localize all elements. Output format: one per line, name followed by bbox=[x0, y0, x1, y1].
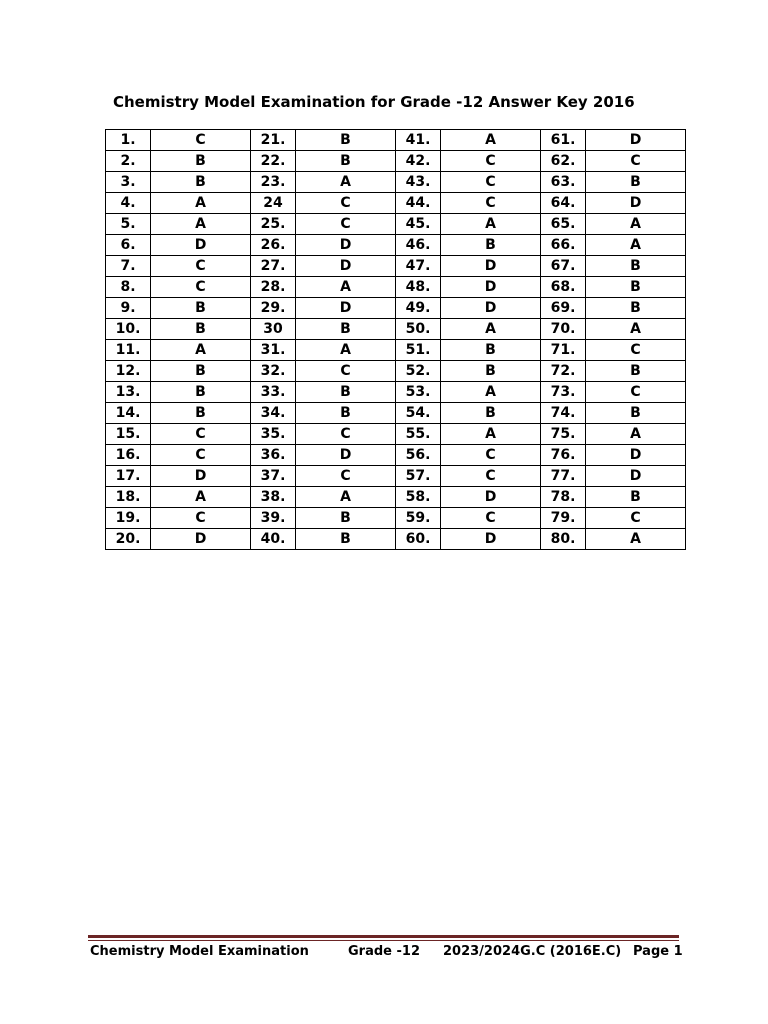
table-row bbox=[106, 487, 686, 508]
answer-letter: A bbox=[296, 340, 396, 361]
answer-letter: B bbox=[441, 340, 541, 361]
question-number: 27. bbox=[251, 256, 296, 277]
question-number: 41. bbox=[396, 130, 441, 151]
answer-letter: B bbox=[296, 319, 396, 340]
table-row bbox=[106, 340, 686, 361]
table-row bbox=[106, 235, 686, 256]
question-number: 50. bbox=[396, 319, 441, 340]
answer-letter: C bbox=[296, 361, 396, 382]
answer-letter: D bbox=[586, 130, 686, 151]
answer-letter: C bbox=[441, 151, 541, 172]
answer-letter: A bbox=[151, 340, 251, 361]
question-number: 75. bbox=[541, 424, 586, 445]
question-number: 33. bbox=[251, 382, 296, 403]
question-number: 21. bbox=[251, 130, 296, 151]
answer-letter: D bbox=[296, 256, 396, 277]
answer-letter: C bbox=[151, 130, 251, 151]
question-number: 66. bbox=[541, 235, 586, 256]
answer-letter: D bbox=[441, 487, 541, 508]
answer-letter: C bbox=[586, 151, 686, 172]
question-number: 39. bbox=[251, 508, 296, 529]
question-number: 25. bbox=[251, 214, 296, 235]
answer-letter: C bbox=[151, 277, 251, 298]
question-number: 3. bbox=[106, 172, 151, 193]
answer-letter: B bbox=[586, 361, 686, 382]
answer-letter: A bbox=[586, 214, 686, 235]
question-number: 4. bbox=[106, 193, 151, 214]
question-number: 73. bbox=[541, 382, 586, 403]
answer-letter: D bbox=[151, 235, 251, 256]
question-number: 45. bbox=[396, 214, 441, 235]
table-row bbox=[106, 508, 686, 529]
table-row bbox=[106, 151, 686, 172]
answer-letter: A bbox=[441, 382, 541, 403]
question-number: 56. bbox=[396, 445, 441, 466]
answer-letter: D bbox=[151, 466, 251, 487]
answer-letter: B bbox=[586, 277, 686, 298]
question-number: 71. bbox=[541, 340, 586, 361]
answer-key-table bbox=[105, 129, 686, 550]
answer-letter: D bbox=[441, 298, 541, 319]
question-number: 68. bbox=[541, 277, 586, 298]
question-number: 11. bbox=[106, 340, 151, 361]
question-number: 15. bbox=[106, 424, 151, 445]
answer-letter: A bbox=[151, 214, 251, 235]
answer-letter: B bbox=[151, 151, 251, 172]
question-number: 52. bbox=[396, 361, 441, 382]
answer-letter: A bbox=[586, 424, 686, 445]
answer-letter: A bbox=[586, 319, 686, 340]
question-number: 78. bbox=[541, 487, 586, 508]
footer-rule-thin bbox=[88, 940, 679, 941]
answer-letter: C bbox=[296, 466, 396, 487]
question-number: 62. bbox=[541, 151, 586, 172]
question-number: 67. bbox=[541, 256, 586, 277]
table-row bbox=[106, 361, 686, 382]
question-number: 46. bbox=[396, 235, 441, 256]
answer-letter: B bbox=[586, 487, 686, 508]
answer-letter: C bbox=[441, 172, 541, 193]
question-number: 18. bbox=[106, 487, 151, 508]
question-number: 42. bbox=[396, 151, 441, 172]
answer-letter: B bbox=[441, 403, 541, 424]
table-row bbox=[106, 298, 686, 319]
question-number: 32. bbox=[251, 361, 296, 382]
answer-letter: A bbox=[441, 424, 541, 445]
question-number: 10. bbox=[106, 319, 151, 340]
question-number: 2. bbox=[106, 151, 151, 172]
answer-letter: B bbox=[296, 130, 396, 151]
question-number: 47. bbox=[396, 256, 441, 277]
answer-key-body bbox=[106, 130, 686, 550]
question-number: 77. bbox=[541, 466, 586, 487]
question-number: 64. bbox=[541, 193, 586, 214]
question-number: 23. bbox=[251, 172, 296, 193]
table-row bbox=[106, 256, 686, 277]
answer-letter: D bbox=[441, 277, 541, 298]
question-number: 59. bbox=[396, 508, 441, 529]
question-number: 16. bbox=[106, 445, 151, 466]
answer-letter: A bbox=[296, 277, 396, 298]
question-number: 17. bbox=[106, 466, 151, 487]
table-row bbox=[106, 214, 686, 235]
table-row bbox=[106, 445, 686, 466]
question-number: 30 bbox=[251, 319, 296, 340]
question-number: 20. bbox=[106, 529, 151, 550]
answer-letter: C bbox=[586, 340, 686, 361]
question-number: 76. bbox=[541, 445, 586, 466]
answer-letter: A bbox=[441, 319, 541, 340]
question-number: 43. bbox=[396, 172, 441, 193]
answer-letter: B bbox=[151, 172, 251, 193]
answer-letter: B bbox=[296, 508, 396, 529]
question-number: 70. bbox=[541, 319, 586, 340]
question-number: 29. bbox=[251, 298, 296, 319]
question-number: 31. bbox=[251, 340, 296, 361]
answer-letter: B bbox=[586, 403, 686, 424]
answer-letter: C bbox=[296, 214, 396, 235]
question-number: 38. bbox=[251, 487, 296, 508]
question-number: 79. bbox=[541, 508, 586, 529]
answer-letter: C bbox=[441, 193, 541, 214]
question-number: 37. bbox=[251, 466, 296, 487]
answer-letter: D bbox=[441, 529, 541, 550]
question-number: 63. bbox=[541, 172, 586, 193]
question-number: 13. bbox=[106, 382, 151, 403]
answer-letter: C bbox=[151, 445, 251, 466]
table-row bbox=[106, 172, 686, 193]
question-number: 7. bbox=[106, 256, 151, 277]
answer-letter: B bbox=[296, 151, 396, 172]
answer-letter: C bbox=[151, 508, 251, 529]
question-number: 61. bbox=[541, 130, 586, 151]
answer-letter: D bbox=[586, 466, 686, 487]
answer-letter: C bbox=[296, 424, 396, 445]
question-number: 48. bbox=[396, 277, 441, 298]
question-number: 22. bbox=[251, 151, 296, 172]
answer-letter: A bbox=[586, 529, 686, 550]
question-number: 36. bbox=[251, 445, 296, 466]
question-number: 57. bbox=[396, 466, 441, 487]
question-number: 51. bbox=[396, 340, 441, 361]
table-row bbox=[106, 403, 686, 424]
question-number: 1. bbox=[106, 130, 151, 151]
question-number: 55. bbox=[396, 424, 441, 445]
question-number: 34. bbox=[251, 403, 296, 424]
footer-exam-name: Chemistry Model Examination bbox=[90, 944, 309, 959]
answer-letter: C bbox=[441, 445, 541, 466]
answer-letter: B bbox=[586, 256, 686, 277]
question-number: 69. bbox=[541, 298, 586, 319]
answer-letter: D bbox=[296, 445, 396, 466]
answer-letter: B bbox=[151, 298, 251, 319]
answer-letter: B bbox=[441, 361, 541, 382]
answer-letter: A bbox=[441, 214, 541, 235]
question-number: 65. bbox=[541, 214, 586, 235]
table-row bbox=[106, 319, 686, 340]
answer-letter: A bbox=[441, 130, 541, 151]
answer-letter: C bbox=[586, 382, 686, 403]
question-number: 5. bbox=[106, 214, 151, 235]
answer-letter: B bbox=[586, 298, 686, 319]
document-title: Chemistry Model Examination for Grade -12 Answer Key 2016 bbox=[113, 93, 635, 111]
question-number: 19. bbox=[106, 508, 151, 529]
table-row bbox=[106, 529, 686, 550]
question-number: 14. bbox=[106, 403, 151, 424]
answer-letter: A bbox=[296, 487, 396, 508]
answer-letter: B bbox=[296, 529, 396, 550]
answer-letter: D bbox=[296, 298, 396, 319]
question-number: 35. bbox=[251, 424, 296, 445]
table-row bbox=[106, 193, 686, 214]
question-number: 24 bbox=[251, 193, 296, 214]
question-number: 49. bbox=[396, 298, 441, 319]
answer-letter: C bbox=[441, 466, 541, 487]
table-row bbox=[106, 277, 686, 298]
answer-letter: D bbox=[296, 235, 396, 256]
question-number: 26. bbox=[251, 235, 296, 256]
answer-letter: B bbox=[151, 361, 251, 382]
answer-letter: C bbox=[586, 508, 686, 529]
answer-letter: C bbox=[441, 508, 541, 529]
footer-grade: Grade -12 bbox=[348, 944, 420, 959]
question-number: 72. bbox=[541, 361, 586, 382]
answer-letter: A bbox=[296, 172, 396, 193]
answer-letter: D bbox=[151, 529, 251, 550]
table-row bbox=[106, 382, 686, 403]
footer-page-number: Page 1 bbox=[633, 944, 683, 959]
footer-rule bbox=[88, 935, 679, 938]
question-number: 44. bbox=[396, 193, 441, 214]
question-number: 6. bbox=[106, 235, 151, 256]
footer-academic-year: 2023/2024G.C (2016E.C) bbox=[443, 944, 622, 959]
question-number: 28. bbox=[251, 277, 296, 298]
question-number: 53. bbox=[396, 382, 441, 403]
answer-letter: B bbox=[296, 382, 396, 403]
answer-letter: A bbox=[151, 193, 251, 214]
question-number: 40. bbox=[251, 529, 296, 550]
answer-letter: A bbox=[586, 235, 686, 256]
answer-letter: C bbox=[151, 424, 251, 445]
answer-letter: B bbox=[441, 235, 541, 256]
table-row bbox=[106, 466, 686, 487]
answer-letter: C bbox=[151, 256, 251, 277]
answer-letter: B bbox=[151, 319, 251, 340]
answer-letter: B bbox=[151, 403, 251, 424]
answer-letter: D bbox=[441, 256, 541, 277]
question-number: 80. bbox=[541, 529, 586, 550]
answer-letter: C bbox=[296, 193, 396, 214]
question-number: 8. bbox=[106, 277, 151, 298]
answer-letter: D bbox=[586, 445, 686, 466]
answer-letter: B bbox=[151, 382, 251, 403]
question-number: 9. bbox=[106, 298, 151, 319]
table-row bbox=[106, 424, 686, 445]
table-row bbox=[106, 130, 686, 151]
question-number: 58. bbox=[396, 487, 441, 508]
question-number: 74. bbox=[541, 403, 586, 424]
question-number: 12. bbox=[106, 361, 151, 382]
question-number: 54. bbox=[396, 403, 441, 424]
answer-letter: B bbox=[586, 172, 686, 193]
question-number: 60. bbox=[396, 529, 441, 550]
answer-letter: A bbox=[151, 487, 251, 508]
answer-letter: B bbox=[296, 403, 396, 424]
answer-letter: D bbox=[586, 193, 686, 214]
